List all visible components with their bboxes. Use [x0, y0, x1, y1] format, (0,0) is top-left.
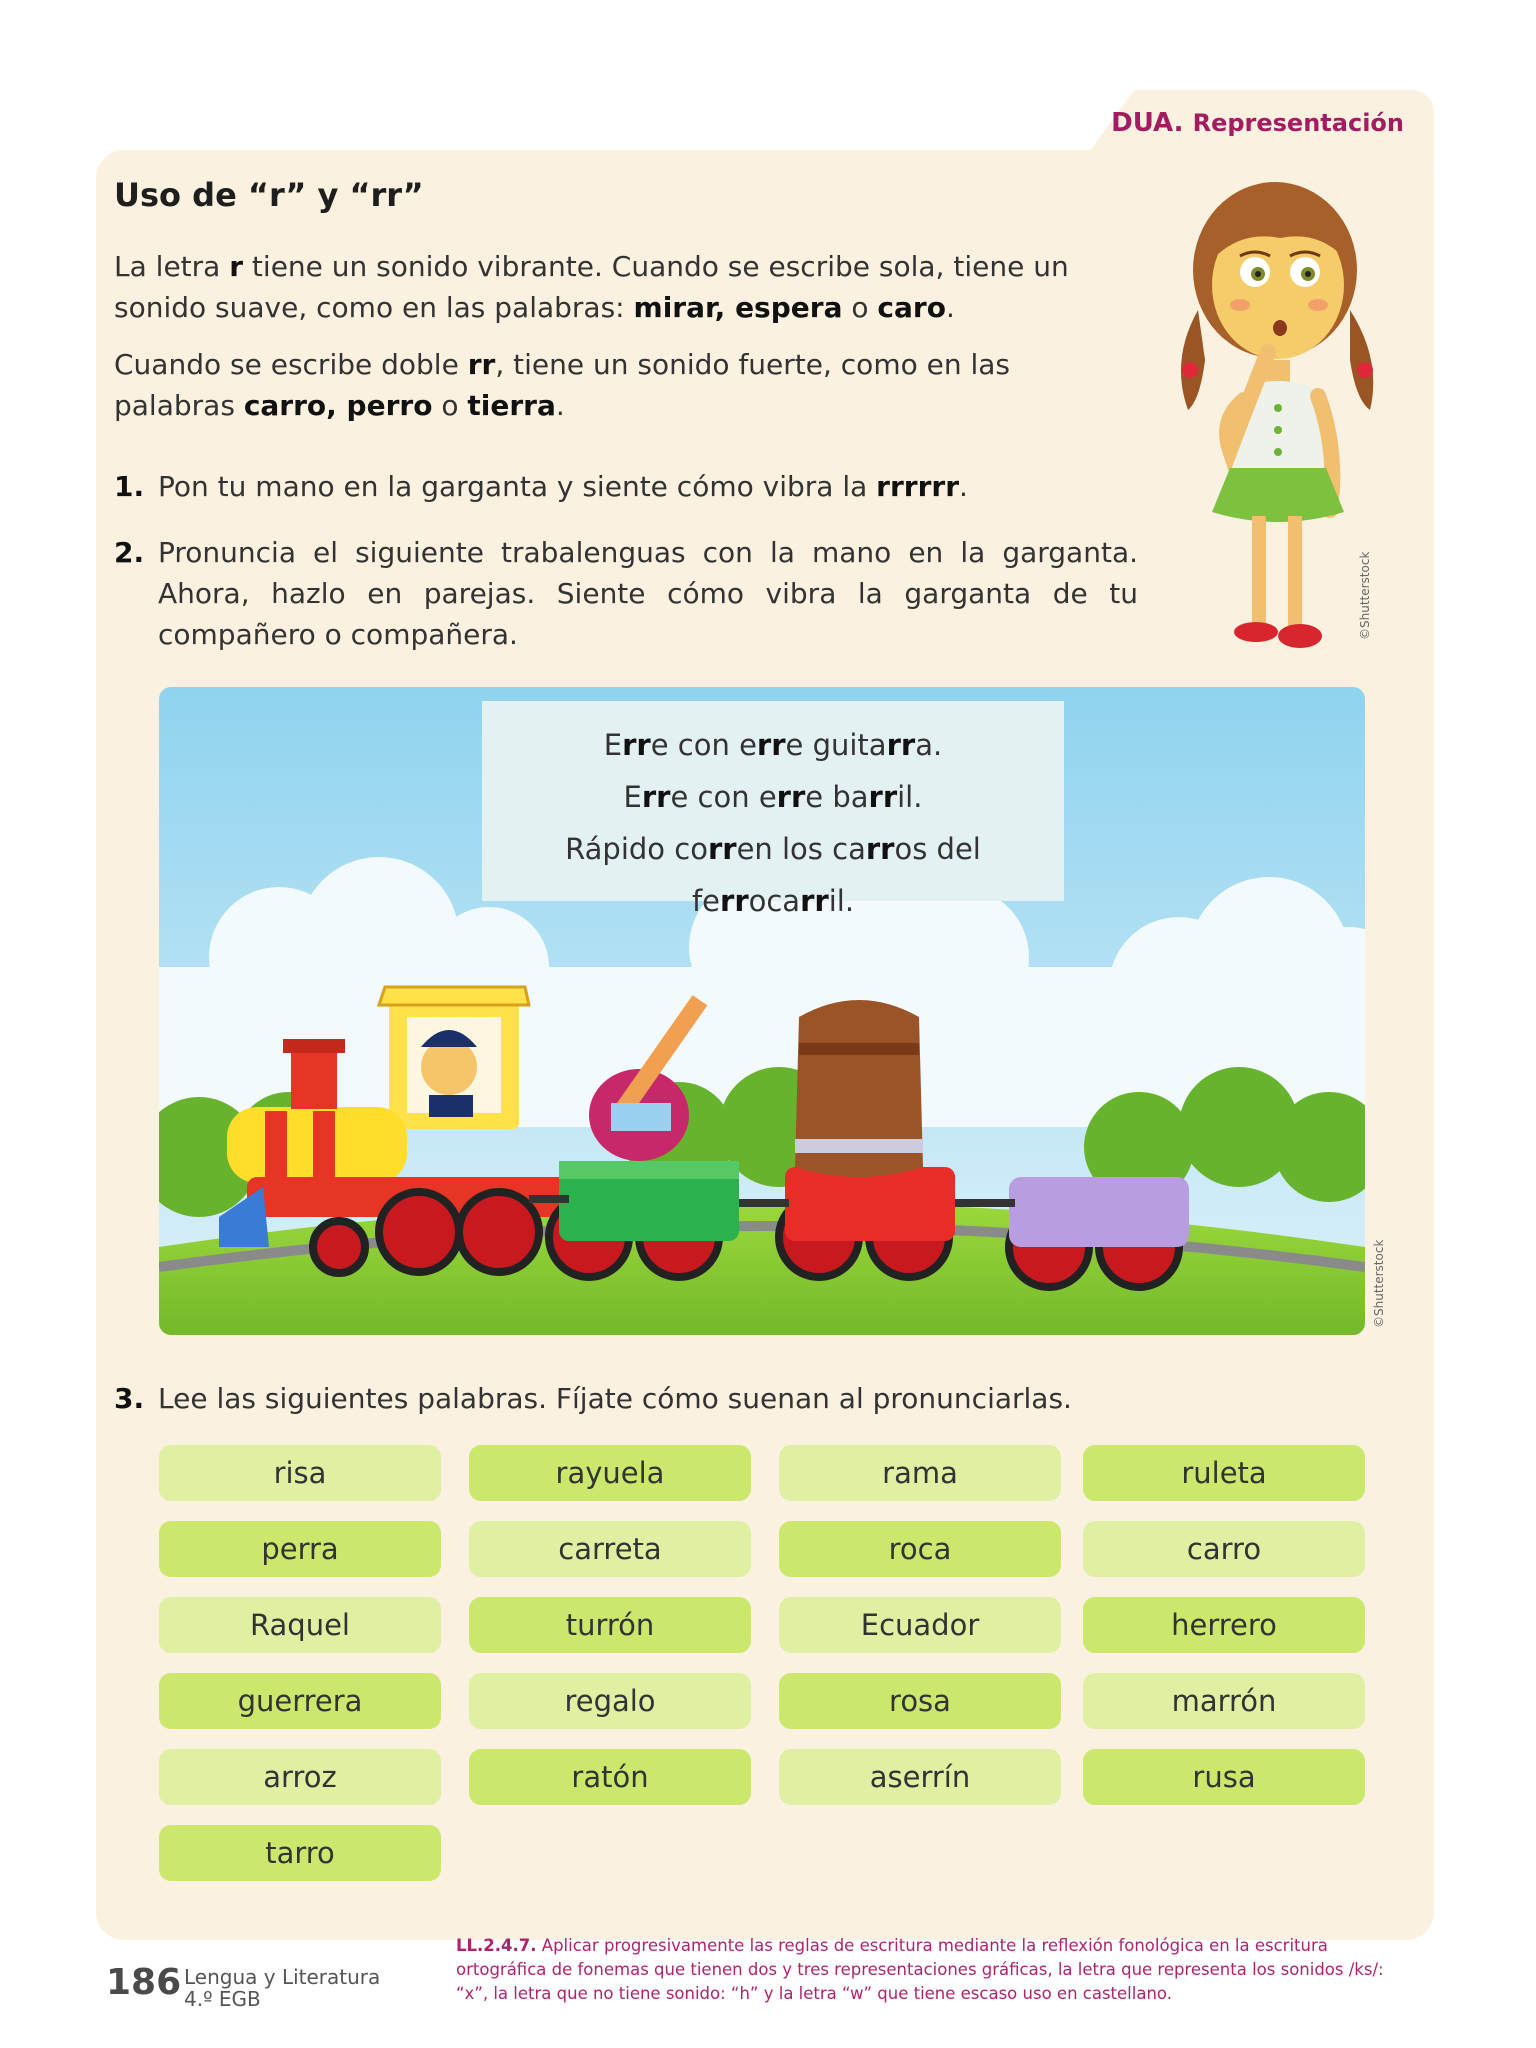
tongue-twister-line-1: Erre con erre guitarra.: [603, 728, 943, 762]
section-title: Uso de “r” y “rr”: [114, 176, 424, 214]
word-chip: regalo: [469, 1673, 751, 1729]
intro-paragraph-2: Cuando se escribe doble rr, tiene un sonido fuerte, como en las palabras carro, perro o tierra.: [114, 348, 1011, 422]
word-chip: guerrera: [159, 1673, 441, 1729]
word-chip: rusa: [1083, 1749, 1365, 1805]
word-chip: tarro: [159, 1825, 441, 1881]
word-chip: herrero: [1083, 1597, 1365, 1653]
word-grid: [159, 1445, 1365, 1885]
dua-label: [1111, 108, 1404, 138]
curriculum-text: Aplicar progresivamente las reglas de escritura mediante la reflexión fonológica en la escritura ortográfica de fonemas que tienen dos y tres representaciones gráficas, la letra que representa los sonidos /ks/: “x”, la letra que no tiene sonido: “h” y la letra “w” que tiene escaso uso en castellano.: [456, 1936, 1384, 2003]
word-chip: perra: [159, 1521, 441, 1577]
word-chip: ratón: [469, 1749, 751, 1805]
activity-2: [114, 532, 1138, 655]
word-chip: Ecuador: [779, 1597, 1061, 1653]
word-chip: rosa: [779, 1673, 1061, 1729]
word-chip: risa: [159, 1445, 441, 1501]
grade-label: 4.º EGB: [184, 1987, 261, 2011]
activity-number: 1.: [114, 470, 145, 503]
tongue-twister-line-3: Rápido corren los carros del ferrocarril.: [565, 832, 981, 918]
word-chip: roca: [779, 1521, 1061, 1577]
girl-credit: ©Shutterstock: [1358, 551, 1372, 640]
subject-name: Lengua y Literatura: [184, 1965, 381, 1989]
activity-number: 3.: [114, 1382, 145, 1415]
activity-number: 2.: [114, 536, 145, 569]
word-chip: ruleta: [1083, 1445, 1365, 1501]
activity-text: Lee las siguientes palabras. Fíjate cómo suenan al pronunciarlas.: [158, 1382, 1072, 1415]
scene-credit: ©Shutterstock: [1372, 1239, 1386, 1328]
word-chip: rayuela: [469, 1445, 751, 1501]
word-chip: carreta: [469, 1521, 751, 1577]
activity-3: [114, 1378, 1134, 1419]
activity-text: Pronuncia el siguiente trabalenguas con la mano en la garganta. Ahora, hazlo en parejas. Siente cómo vibra la garganta de tu compañero o compañera.: [158, 536, 1138, 651]
dua-subtitle: Representación: [1192, 109, 1404, 137]
dua-title: DUA.: [1111, 108, 1184, 138]
word-chip: carro: [1083, 1521, 1365, 1577]
word-chip: aserrín: [779, 1749, 1061, 1805]
word-chip: marrón: [1083, 1673, 1365, 1729]
word-chip: arroz: [159, 1749, 441, 1805]
word-chip: Raquel: [159, 1597, 441, 1653]
tongue-twister-box: [486, 705, 1060, 918]
curriculum-note: [456, 1934, 1416, 2006]
tongue-twister-line-2: Erre con erre barril.: [623, 780, 923, 814]
curriculum-code: LL.2.4.7.: [456, 1936, 537, 1955]
activity-1: [114, 466, 1134, 507]
word-chip: rama: [779, 1445, 1061, 1501]
page-number: 186: [106, 1962, 182, 2003]
subject-label: [184, 1966, 380, 2010]
word-chip: turrón: [469, 1597, 751, 1653]
intro-paragraph-1: La letra r tiene un sonido vibrante. Cuando se escribe sola, tiene un sonido suave, como en las palabras: mirar, espera o caro.: [114, 250, 1069, 324]
activity-text: Pon tu mano en la garganta y siente cómo vibra la rrrrrr.: [158, 470, 968, 503]
